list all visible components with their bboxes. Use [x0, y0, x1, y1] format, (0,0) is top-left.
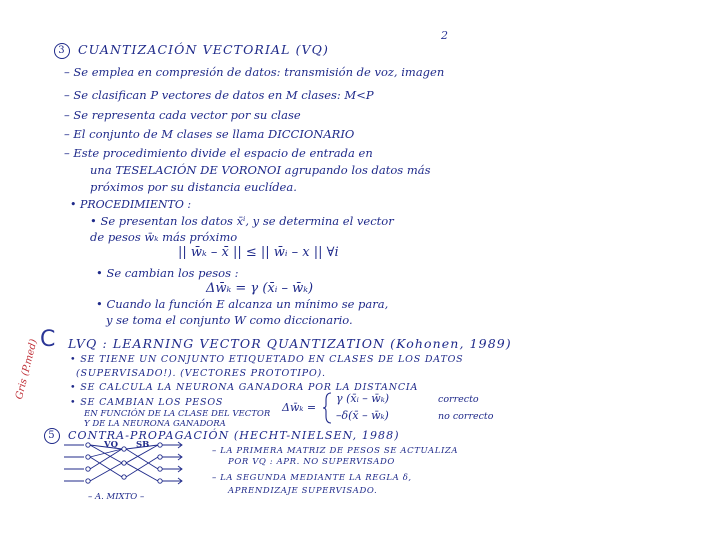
diagram-label-sb: SB — [136, 440, 150, 450]
vq-line-7: próximos por su distancia euclídea. — [90, 180, 297, 194]
vq-line-4: – El conjunto de M clases se llama DICCIONARIO — [64, 127, 355, 141]
vq-line-5: – Este procedimiento divide el espacio de entrada en — [64, 146, 373, 160]
stop-criterion-line-2: y se toma el conjunto W como diccionario. — [106, 313, 353, 327]
counterpropagation-network-diagram — [62, 433, 192, 493]
cp-line-3: – LA SEGUNDA MEDIANTE LA REGLA δ, — [212, 473, 412, 483]
section-letter-c: C — [40, 327, 56, 352]
vq-line-2: – Se clasifican P vectores de datos en M clases: M<P — [64, 88, 374, 102]
lvq-line-2: (SUPERVISADO!). (VECTORES PROTOTIPO). — [76, 368, 326, 379]
nearest-weight-formula: || w̄ₖ – x̄ || ≤ || w̄ᵢ – x || ∀i — [178, 245, 339, 260]
weight-update-formula: Δw̄ₖ = γ (x̄ᵢ – w̄ₖ) — [206, 281, 314, 296]
section-number-badge: 5 — [44, 428, 60, 444]
diagram-caption: – A. MIXTO – — [88, 492, 145, 502]
vq-line-6: una TESELACIÓN DE VORONOI agrupando los datos más — [90, 163, 431, 177]
margin-note: Gris (P.med) — [14, 338, 40, 401]
procedure-title: • PROCEDIMIENTO : — [70, 198, 192, 211]
stop-criterion-line-1: • Cuando la función E alcanza un mínimo se para, — [96, 297, 389, 311]
cp-line-2: POR VQ : APR. NO SUPERVISADO — [228, 457, 395, 467]
lvq-line-1: • SE TIENE UN CONJUNTO ETIQUETADO EN CLASES DE LOS DATOS — [70, 354, 464, 365]
lvq-case-incorrect-note: no correcto — [438, 411, 494, 422]
lvq-line-4: • SE CAMBIAN LOS PESOS — [70, 397, 224, 408]
lvq-line-3: • SE CALCULA LA NEURONA GANADORA POR LA DISTANCIA — [70, 382, 419, 393]
diagram-label-vq: VQ — [104, 440, 118, 450]
section-number-badge: 3 — [54, 43, 70, 59]
lvq-case-incorrect: –δ(x̄ – w̄ₖ) — [336, 409, 389, 422]
page-number: 2 — [441, 29, 448, 42]
lvq-small-line-2: Y DE LA NEURONA GANADORA — [84, 419, 226, 429]
procedure-line-2: de pesos w̄ₖ más próximo — [90, 230, 238, 244]
cp-title-text: CONTRA-PROPAGACIÓN (HECHT-NIELSEN, 1988) — [68, 429, 400, 442]
lvq-small-line-1: EN FUNCIÓN DE LA CLASE DEL VECTOR — [84, 409, 271, 419]
lvq-section-title: LVQ : LEARNING VECTOR QUANTIZATION (Kohonen, 1989) — [68, 336, 512, 351]
lvq-delta-label: Δw̄ₖ = — [282, 401, 317, 414]
lvq-case-correct-note: correcto — [438, 394, 479, 405]
vq-section-title — [54, 42, 329, 59]
cp-line-1: – LA PRIMERA MATRIZ DE PESOS SE ACTUALIZA — [212, 446, 459, 456]
vq-line-3: – Se representa cada vector por su clase — [64, 108, 301, 122]
case-brace-icon — [323, 392, 333, 424]
vq-title-text: CUANTIZACIÓN VECTORIAL (VQ) — [78, 42, 330, 57]
cp-line-4: APRENDIZAJE SUPERVISADO. — [228, 486, 378, 496]
procedure-line-1: • Se presentan los datos x̄ⁱ, y se determina el vector — [90, 214, 394, 228]
lvq-case-correct: γ (x̄ᵢ – w̄ₖ) — [336, 392, 389, 405]
weights-update-line: • Se cambian los pesos : — [96, 266, 239, 280]
vq-line-1: – Se emplea en compresión de datos: transmisión de voz, imagen — [64, 65, 445, 79]
